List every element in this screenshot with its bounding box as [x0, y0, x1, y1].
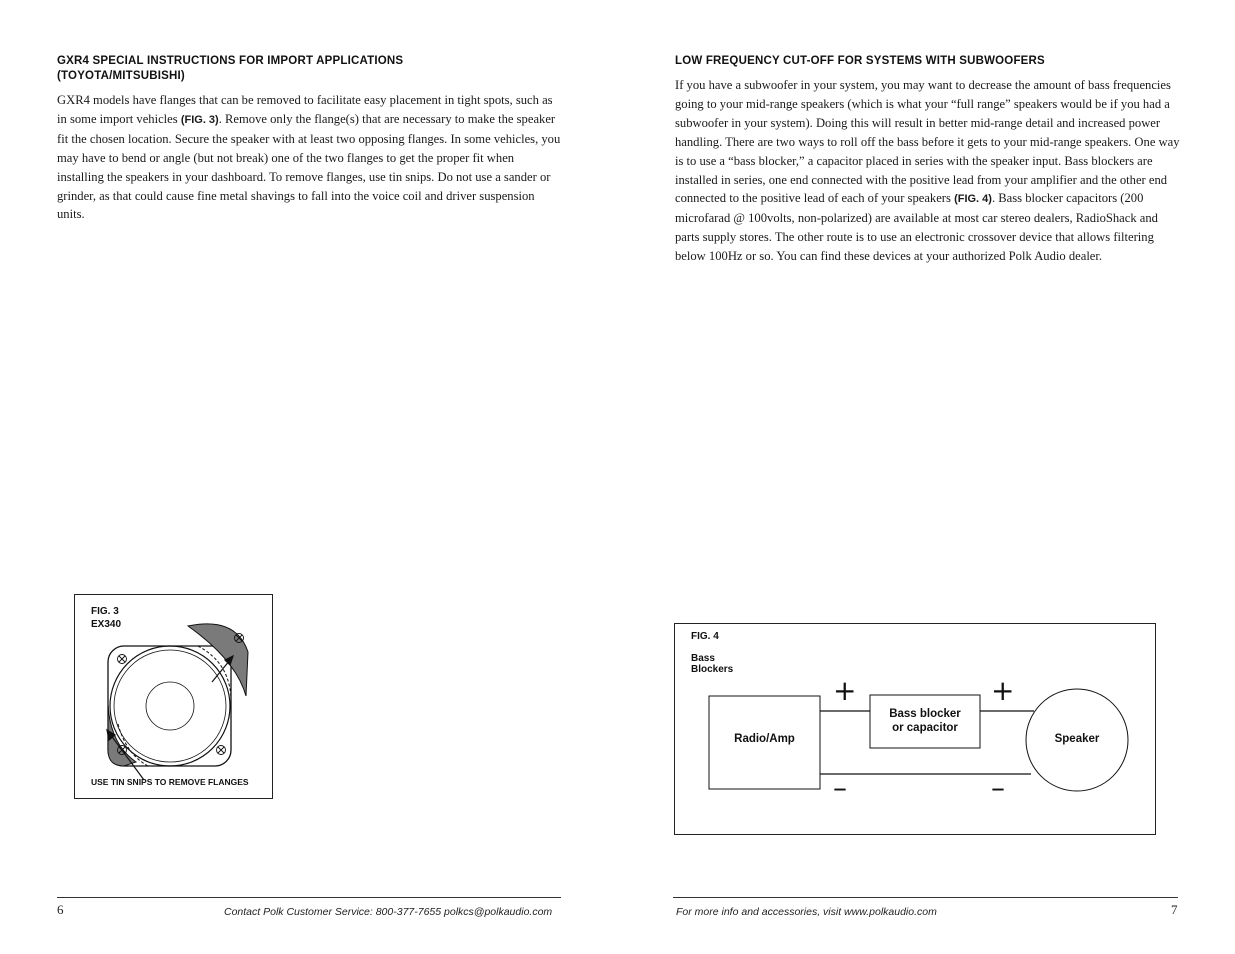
- fig3-reference: (FIG. 3): [180, 113, 219, 126]
- right-footer-text: For more info and accessories, visit www.polkaudio.com: [676, 906, 937, 918]
- plus-sign-right: +: [991, 674, 1015, 707]
- bass-blocker-label: [870, 707, 980, 735]
- right-footer-rule: [673, 897, 1178, 898]
- right-paragraph: [675, 76, 1180, 266]
- minus-sign-left: –: [833, 771, 847, 804]
- figure-3-box: [74, 594, 273, 799]
- minus-sign-right: –: [991, 771, 1005, 804]
- figure-4-label-line2: Bass: [691, 653, 715, 664]
- plus-sign-left: +: [833, 674, 857, 707]
- figure-4-label-line1: FIG. 4: [691, 631, 719, 642]
- right-paragraph-text-b: . Bass blocker capacitors (200 microfarad @ 100volts, non-polarized) are available at most car stereo dealers, RadioShack and parts supply stores. The other route is to use an electronic crossover device that allows filtering below 100Hz or so. You can find these devices at your authorized Polk Audio dealer.: [675, 191, 1158, 264]
- bass-blocker-label-line1: Bass blocker: [889, 708, 961, 720]
- left-page-number: 6: [57, 902, 64, 917]
- radio-amp-label: Radio/Amp: [734, 733, 795, 745]
- figure-4-label-line3: Blockers: [691, 664, 734, 675]
- fig4-reference: (FIG. 4): [954, 193, 992, 206]
- left-heading-line2: (TOYOTA/MITSUBISHI): [57, 70, 185, 82]
- left-paragraph: [57, 91, 562, 224]
- figure-4-box: [674, 623, 1156, 835]
- figure-3-caption: USE TIN SNIPS TO REMOVE FLANGES: [91, 777, 249, 787]
- left-heading-line1: GXR4 SPECIAL INSTRUCTIONS FOR IMPORT APPLICATIONS: [57, 55, 404, 67]
- right-page-number: 7: [1171, 902, 1178, 917]
- left-section-heading: [57, 54, 557, 84]
- right-section-heading: LOW FREQUENCY CUT-OFF FOR SYSTEMS WITH SUBWOOFERS: [675, 55, 1045, 67]
- left-paragraph-text-a: GXR4 models have flanges that can be removed to facilitate easy placement in tight spots, such as in some import vehicles: [57, 93, 553, 126]
- figure-3-label-line2: EX340: [91, 619, 122, 630]
- bass-blocker-label-line2: or capacitor: [892, 722, 958, 734]
- speaker-flange-illustration: [74, 594, 273, 799]
- right-paragraph-text-a: If you have a subwoofer in your system, you may want to decrease the amount of bass frequencies going to your mid-range speakers (which is what your “full range” speakers would be if you had a subwoofer in your system). Doing this will result in better mid-range detail and increased power handling. There are two ways to roll off the bass before it gets to your mid-range speakers. One way is to use a “bass blocker,” a capacitor placed in series with the speaker input. Bass blockers are installed in series, one end connected with the positive lead from your amplifier and the other end connected to the positive lead of each of your speakers: [675, 78, 1180, 206]
- speaker-label: Speaker: [1054, 733, 1100, 745]
- left-footer-rule: [57, 897, 561, 898]
- left-paragraph-text-b: . Remove only the flange(s) that are necessary to make the speaker fit the chosen location. Secure the speaker with at least two opposing flanges. In some vehicles, you may have to bend or angle (but not break) one of the two flanges to get the proper fit when installing the speakers in your dashboard. To remove flanges, use tin snips. Do not use a sander or grinder, as that could cause fine metal shavings to fall into the voice coil and driver suspension units.: [57, 111, 561, 222]
- left-footer-text: Contact Polk Customer Service: 800-377-7655 polkcs@polkaudio.com: [224, 906, 553, 918]
- figure-3-label-line1: FIG. 3: [91, 606, 119, 617]
